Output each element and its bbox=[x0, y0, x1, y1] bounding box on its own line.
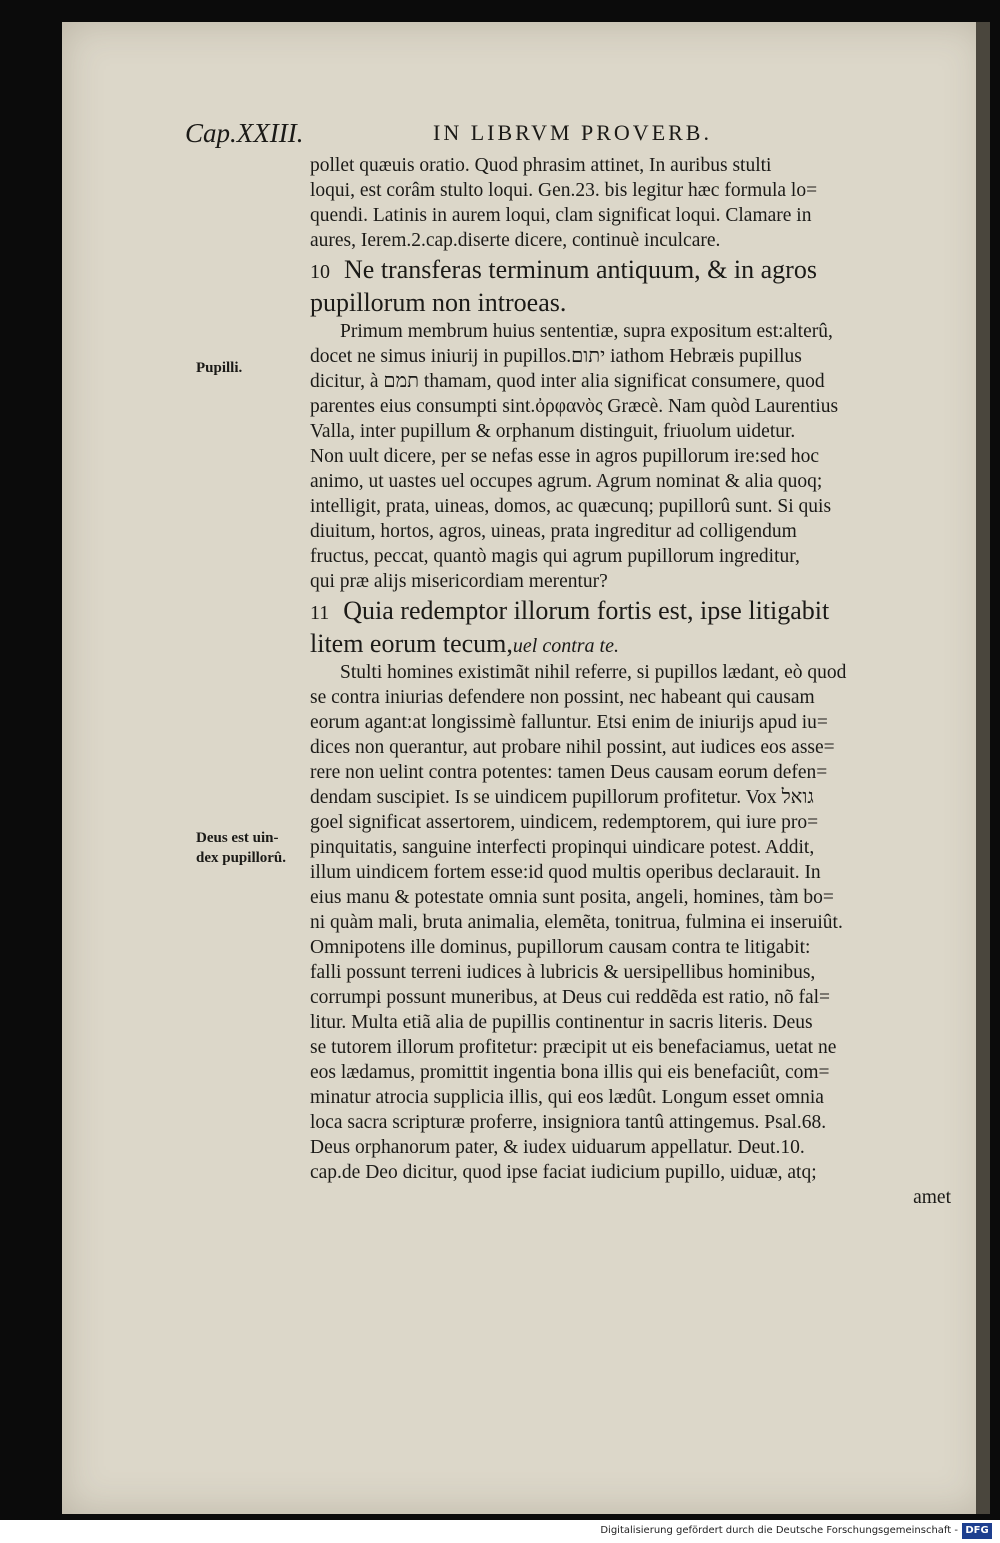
text-line: Valla, inter pupillum & orphanum distinguit, friuolum uidetur. bbox=[310, 421, 796, 442]
verse-10 bbox=[310, 253, 955, 319]
text-line: corrumpi possunt muneribus, at Deus cui reddẽda est ratio, nõ fal= bbox=[310, 987, 831, 1008]
margin-note-pupilli: Pupilli. bbox=[196, 360, 243, 376]
margin-note-deus-line1: Deus est uin- bbox=[196, 830, 279, 846]
chapter-heading: Cap.XXIII. bbox=[185, 118, 304, 148]
margin-note-deus-line2: dex pupillorû. bbox=[196, 850, 287, 866]
text-line: dendam suscipiet. Is se uindicem pupillorum profitetur. Vox גואל bbox=[310, 787, 814, 808]
text-line: Omnipotens ille dominus, pupillorum causam contra te litigabit: bbox=[310, 937, 811, 958]
text-line: ni quàm mali, bruta animalia, elemẽta, tonitrua, fulmina ei inseruiût. bbox=[310, 912, 843, 933]
footer-credit: Digitalisierung gefördert durch die Deutsche Forschungsgemeinschaft - bbox=[600, 1525, 958, 1536]
text-line: Primum membrum huius sententiæ, supra expositum est:alterû, bbox=[340, 321, 833, 342]
text-line: Stulti homines existimãt nihil referre, si pupillos lædant, eò quod bbox=[340, 662, 847, 683]
text-line: dicitur, à תמם thamam, quod inter alia significat consumere, quod bbox=[310, 371, 825, 392]
text-line: animo, ut uastes uel occupes agrum. Agrum nominat & alia quoq; bbox=[310, 471, 823, 492]
text-line: diuitum, hortos, agros, uineas, prata ingreditur ad colligendum bbox=[310, 521, 797, 542]
text-line: parentes eius consumpti sint.ὀρφανὸς Græcè. Nam quòd Laurentius bbox=[310, 396, 839, 417]
text-line: eos lædamus, promittit ingentia bona illis qui eis benefaciût, com= bbox=[310, 1062, 830, 1083]
text-line: intelligit, prata, uineas, domos, ac quæcunq; pupillorû sunt. Si quis bbox=[310, 496, 832, 517]
text-line: se contra iniurias defendere non possint, nec habeant qui causam bbox=[310, 687, 815, 708]
text-line: Deus orphanorum pater, & iudex uiduarum appellatur. Deut.10. bbox=[310, 1137, 805, 1158]
text-line: fructus, peccat, quantò magis qui agrum pupillorum ingreditur, bbox=[310, 546, 800, 567]
verse-number: 10 bbox=[310, 261, 330, 283]
main-text-block bbox=[310, 153, 955, 1210]
text-line: qui præ alijs misericordiam merentur? bbox=[310, 571, 608, 592]
text-line: rere non uelint contra potentes: tamen Deus causam eorum defen= bbox=[310, 762, 828, 783]
verse-text: Quia redemptor illorum fortis est, ipse litigabit bbox=[343, 596, 830, 625]
verse-number: 11 bbox=[310, 602, 330, 624]
verse-variant: uel contra te. bbox=[512, 635, 619, 657]
text-line: eorum agant:at longissimè falluntur. Etsi enim de iniurijs apud iu= bbox=[310, 712, 828, 733]
verse-text: pupillorum non introeas. bbox=[310, 288, 567, 317]
commentary-11 bbox=[310, 660, 955, 685]
text-line: illum uindicem fortem esse:id quod multis operibus declarauit. In bbox=[310, 862, 821, 883]
book-title-heading: IN LIBRVM PROVERB. bbox=[433, 120, 712, 145]
catchword: amet bbox=[913, 1187, 951, 1208]
text-line: litur. Multa etiã alia de pupillis continentur in sacris literis. Deus bbox=[310, 1012, 813, 1033]
text-line: docet ne simus iniurij in pupillos.יתום iathom Hebræis pupillus bbox=[310, 346, 802, 367]
text-line: goel significat assertorem, uindicem, redemptorem, qui iure pro= bbox=[310, 812, 819, 833]
text-line: loca sacra scripturæ proferre, insigniora tantû attingemus. Psal.68. bbox=[310, 1112, 827, 1133]
text-line: pinquitatis, sanguine interfecti propinqui uindicare potest. Addit, bbox=[310, 837, 815, 858]
dfg-logo: DFG bbox=[962, 1523, 992, 1539]
commentary-10-body bbox=[310, 344, 955, 594]
text-line: quendi. Latinis in aurem loqui, clam significat loqui. Clamare in bbox=[310, 205, 812, 226]
text-line: aures, Ierem.2.cap.diserte dicere, continuè inculcare. bbox=[310, 230, 721, 251]
page-edge bbox=[976, 22, 990, 1514]
running-head bbox=[185, 118, 805, 152]
text-line: dices non querantur, aut probare nihil possint, aut iudices eos asse= bbox=[310, 737, 835, 758]
commentary-10 bbox=[310, 319, 955, 344]
verse-text: Ne transferas terminum antiquum, & in agros bbox=[344, 255, 817, 284]
intro-paragraph bbox=[310, 153, 955, 253]
verse-11 bbox=[310, 594, 955, 660]
verse-text: litem eorum tecum, bbox=[310, 629, 513, 658]
text-line: Non uult dicere, per se nefas esse in agros pupillorum ire:sed hoc bbox=[310, 446, 820, 467]
text-line: falli possunt terreni iudices à lubricis & uersipellibus hominibus, bbox=[310, 962, 816, 983]
text-line: se tutorem illorum profitetur: præcipit ut eis benefaciamus, uetat ne bbox=[310, 1037, 837, 1058]
commentary-11-body bbox=[310, 685, 955, 1185]
text-line: minatur atrocia supplicia illis, qui eos lædût. Longum esset omnia bbox=[310, 1087, 824, 1108]
text-line: cap.de Deo dicitur, quod ipse faciat iudicium pupillo, uiduæ, atq; bbox=[310, 1162, 817, 1183]
text-line: loqui, est corâm stulto loqui. Gen.23. bis legitur hæc formula lo= bbox=[310, 180, 818, 201]
text-line: pollet quæuis oratio. Quod phrasim attinet, In auribus stulti bbox=[310, 155, 772, 176]
text-line: eius manu & potestate omnia sunt posita, angeli, homines, tàm bo= bbox=[310, 887, 834, 908]
